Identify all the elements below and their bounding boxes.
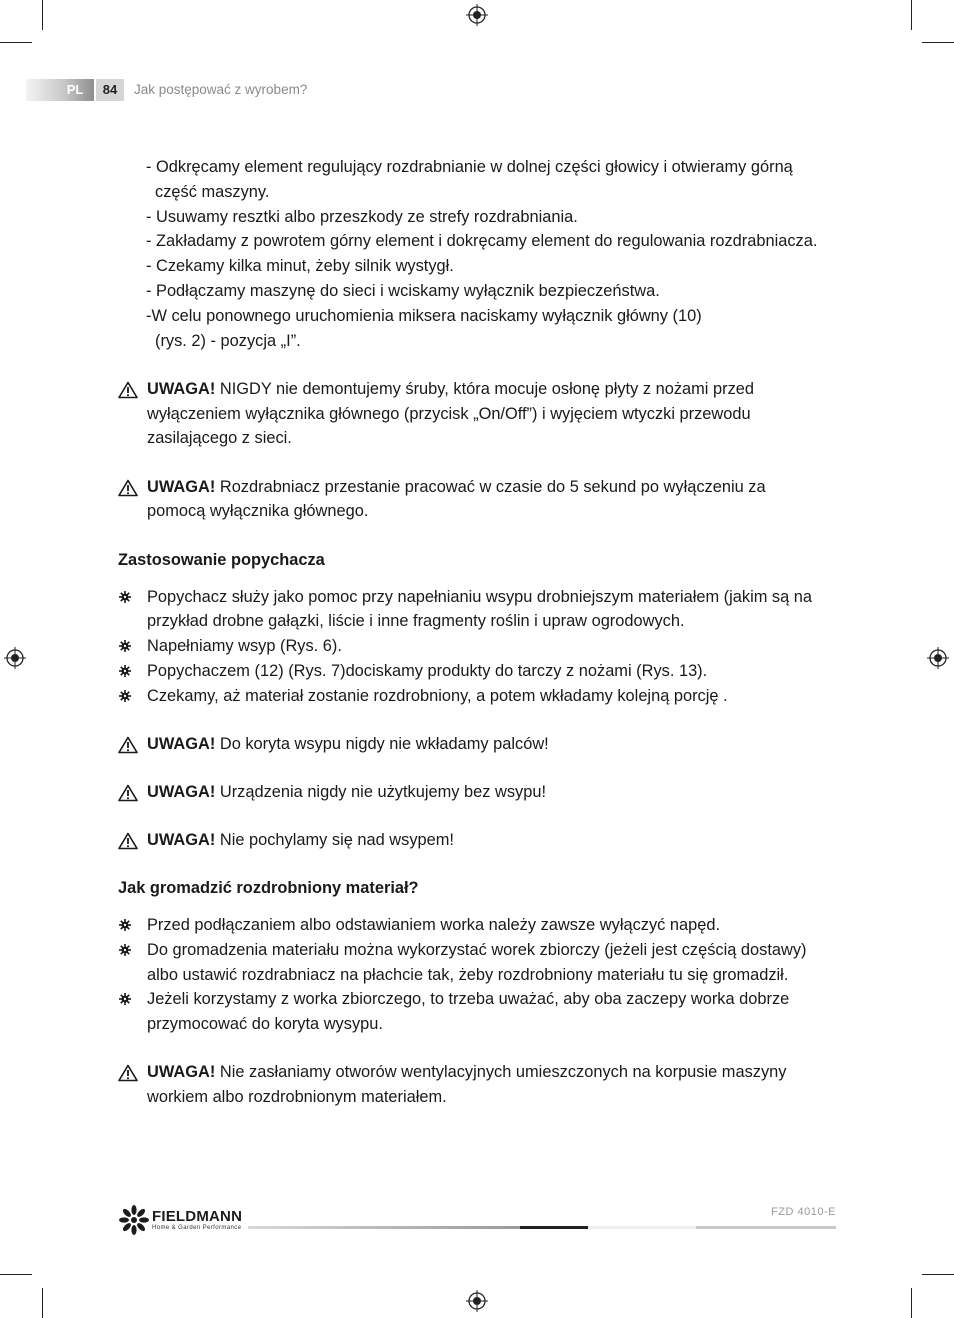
step-line: - Usuwamy resztki albo przeszkody ze strefy rozdrabniania. [146,208,578,226]
warning-label: UWAGA! [147,1063,216,1081]
bullet-text: Jeżeli korzystamy z worka zbiorczego, to trzeba uważać, aby oba zaczepy worka dobrze [147,990,790,1008]
brand-tagline: Home & Garden Performance [152,1225,242,1231]
crop-mark [42,0,43,30]
warning-label: UWAGA! [147,380,216,398]
registration-mark-icon [4,647,26,669]
step-line: - Zakładamy z powrotem górny element i dokręcamy element do regulowania rozdrabniacza. [146,232,818,250]
registration-mark-icon [927,647,949,669]
warning-text: UWAGA! Do koryta wsypu nigdy nie wkładamy palców! [147,735,549,753]
page-title: Jak postępować z wyrobem? [134,82,308,97]
warning-triangle-icon [118,381,138,399]
warning-text: pomocą wyłącznika głównego. [147,502,369,520]
bullet-text: Popychaczem (12) (Rys. 7)dociskamy produkty do tarczy z nożami (Rys. 13). [147,662,708,680]
bullet-text: Przed podłączaniem albo odstawianiem worka należy zawsze wyłączyć napęd. [147,916,721,934]
gear-bullet-icon [119,665,131,677]
warning-text: UWAGA! Rozdrabniacz przestanie pracować w czasie do 5 sekund po wyłączeniu za [147,478,766,496]
gear-bullet-icon [119,640,131,652]
registration-mark-icon [466,1290,488,1312]
warning-triangle-icon [118,736,138,754]
section-heading: Jak gromadzić rozdrobniony materiał? [118,879,419,897]
warning-triangle-icon [118,784,138,802]
bullet-text: przykład drobne gałązki, liście i inne fragmenty roślin i upraw ogrodowych. [147,612,685,630]
warning-text: wyłączeniem wyłącznika głównego (przycisk „On/Off”) i wyjęciem wtyczki przewodu [147,405,751,423]
warning-text: UWAGA! Urządzenia nigdy nie użytkujemy bez wsypu! [147,783,547,801]
step-line: -W celu ponownego uruchomienia miksera naciskamy wyłącznik główny (10) [146,307,702,325]
bullet-text: Do gromadzenia materiału można wykorzystać worek zbiorczy (jeżeli jest częścią dostawy) [147,941,807,959]
gear-bullet-icon [119,944,131,956]
warning-label: UWAGA! [147,783,216,801]
step-line: część maszyny. [155,183,270,201]
step-line: (rys. 2) - pozycja „I”. [155,332,301,350]
warning-triangle-icon [118,832,138,850]
warning-label: UWAGA! [147,735,216,753]
gear-bullet-icon [119,690,131,702]
crop-mark [911,1288,912,1318]
fieldmann-logo-icon [118,1205,150,1235]
warning-text: workiem albo rozdrobnionym materiałem. [147,1088,447,1106]
footer-bar-segment [696,1226,836,1229]
gear-bullet-icon [119,993,131,1005]
footer-bar-segment [248,1226,520,1229]
bullet-text: Popychacz służy jako pomoc przy napełnianiu wsypu drobniejszym materiałem (jakim są na [147,588,813,606]
warning-label: UWAGA! [147,831,216,849]
crop-mark [42,1288,43,1318]
footer-bar-segment [520,1226,588,1229]
crop-mark [922,42,954,43]
bullet-text: Czekamy, aż materiał zostanie rozdrobniony, a potem wkładamy kolejną porcję . [147,687,728,705]
step-line: - Podłączamy maszynę do sieci i wciskamy wyłącznik bezpieczeństwa. [146,282,660,300]
model-number: FZD 4010-E [771,1206,836,1218]
bullet-text: albo ustawić rozdrabniacz na płachcie tak, żeby rozdrobniony materiału tu się gromadził. [147,966,789,984]
footer-bar-segment [588,1226,696,1229]
warning-text: UWAGA! NIGDY nie demontujemy śruby, która mocuje osłonę płyty z nożami przed [147,380,755,398]
warning-triangle-icon [118,1064,138,1082]
warning-text: UWAGA! Nie pochylamy się nad wsypem! [147,831,454,849]
section-heading: Zastosowanie popychacza [118,551,325,569]
warning-label: UWAGA! [147,478,216,496]
bullet-text: Napełniamy wsyp (Rys. 6). [147,637,342,655]
step-line: - Czekamy kilka minut, żeby silnik wystygł. [146,257,454,275]
warning-triangle-icon [118,479,138,497]
crop-mark [911,0,912,30]
crop-mark [0,42,32,43]
registration-mark-icon [466,4,488,26]
warning-text: UWAGA! Nie zasłaniamy otworów wentylacyjnych umieszczonych na korpusie maszyny [147,1063,787,1081]
step-line: - Odkręcamy element regulujący rozdrabnianie w dolnej części głowicy i otwieramy górną [146,158,793,176]
warning-text: zasilającego z sieci. [147,429,292,447]
page-number: 84 [96,79,124,101]
bullet-text: przymocować do koryta wysypu. [147,1015,383,1033]
gear-bullet-icon [119,919,131,931]
brand-name: FIELDMANN [152,1208,243,1225]
crop-mark [922,1274,954,1275]
language-label: PL [66,82,84,97]
crop-mark [0,1274,32,1275]
gear-bullet-icon [119,591,131,603]
